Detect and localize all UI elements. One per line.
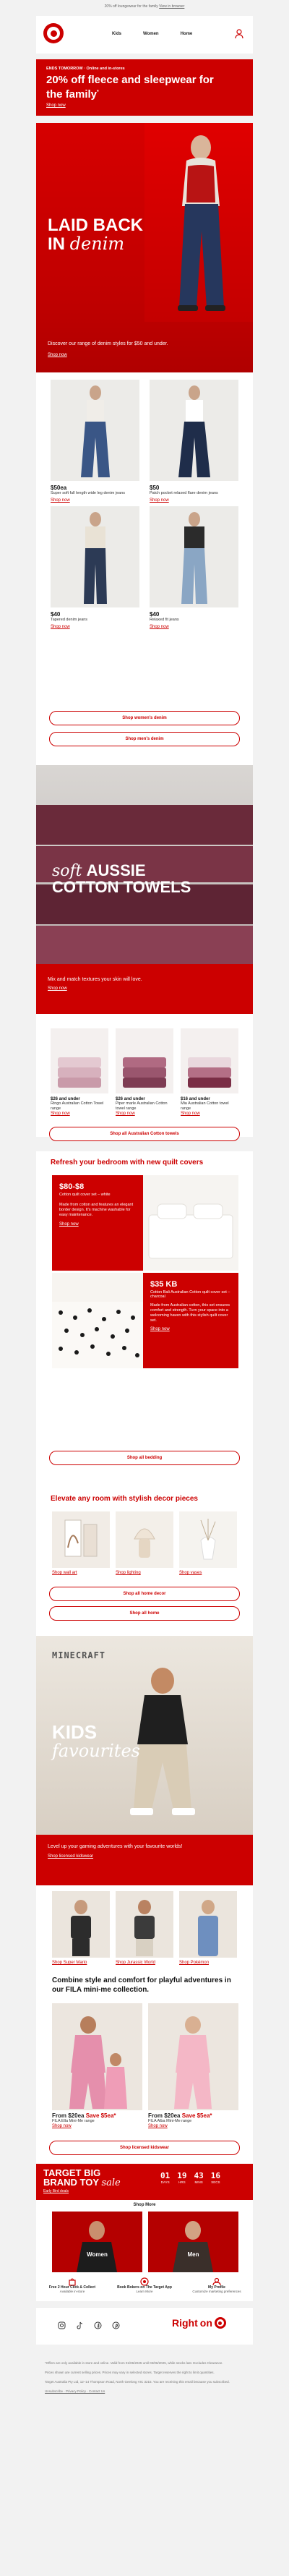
product-photo[interactable] — [51, 506, 139, 607]
nav-item-home[interactable]: Home — [180, 32, 193, 36]
fila-ella-photo[interactable] — [52, 2003, 142, 2110]
decor-title: Elevate any room with stylish decor pieces — [51, 1495, 198, 1503]
legal-line: *Offers are only available in store and online. Valid from 01/06/2025 until 03/06/2025, while stocks last. Excludes Clearance. — [45, 2361, 223, 2365]
service-sub: Customize marketing preferences — [192, 2290, 241, 2293]
services — [36, 2277, 253, 2301]
brand-tagline-1: Right — [172, 2317, 198, 2329]
countdown-secs: 16 — [210, 2171, 220, 2180]
profile-icon — [212, 2277, 221, 2285]
product-shop-now[interactable]: Shop now — [51, 625, 70, 629]
kids-headline: KIDS — [52, 1721, 98, 1743]
view-in-browser-link[interactable]: View in browser — [159, 4, 185, 9]
product-photo[interactable] — [150, 506, 238, 607]
shop-lighting-link[interactable]: Shop lighting — [116, 1571, 141, 1575]
denim-hero[interactable] — [36, 123, 253, 372]
shop-mens-denim-button[interactable]: Shop men's denim — [49, 732, 240, 746]
product-price: $50 — [150, 485, 160, 491]
shop-women-label: Women — [87, 2251, 108, 2258]
product-price: $26 and under — [116, 1097, 145, 1101]
shop-jurassic-world-link[interactable]: Shop Jurassic World — [116, 1961, 155, 1965]
product-shop-now[interactable]: Shop now — [150, 625, 169, 629]
service-label: Free 2 Hour Click & Collect — [48, 2285, 96, 2290]
fila-desc: FILA Ella Mini-Me range — [52, 2119, 95, 2123]
service-label: My Profile — [208, 2285, 225, 2290]
fila-alba-photo[interactable] — [148, 2003, 238, 2110]
towels-caption — [36, 964, 253, 1015]
fila-save: Save $5ea* — [181, 2112, 212, 2119]
shop-men-tile[interactable] — [148, 2212, 238, 2272]
toy-sale-banner[interactable] — [36, 2164, 253, 2200]
towels-headline-2: COTTON TOWELS — [52, 878, 191, 896]
hero-headline: 20% off fleece and sleepwear for the family — [46, 74, 214, 101]
vases-photo[interactable] — [179, 1511, 237, 1568]
tiktok-icon[interactable] — [76, 2320, 84, 2328]
facebook-icon[interactable] — [94, 2320, 102, 2328]
towels-headline-1: AUSSIE — [86, 861, 146, 879]
social-icons — [58, 2320, 120, 2328]
toy-sale-script: sale — [101, 2178, 121, 2188]
super-mario-photo[interactable] — [52, 1891, 110, 1958]
service-label: Book Bokers on The Target App — [117, 2285, 172, 2290]
product-shop-now[interactable]: Shop now — [150, 498, 169, 503]
quilt-offer-1-price: $80-$8 — [59, 1182, 85, 1191]
fila-shop-now[interactable]: Shop now — [52, 2124, 72, 2128]
minecraft-logo: MINECRAFT — [52, 1650, 106, 1660]
bag-icon — [68, 2277, 77, 2285]
preheader — [36, 4, 253, 9]
denim-subtext: Discover our range of denim styles for $50 and under. — [48, 341, 168, 346]
kids-hero[interactable] — [36, 1636, 253, 1885]
nav-item-women[interactable]: Women — [143, 32, 159, 36]
fila-shop-now[interactable]: Shop now — [148, 2124, 168, 2128]
target-bullseye-icon — [215, 2317, 226, 2329]
wall-art-photo[interactable] — [52, 1511, 110, 1568]
towels-subtext: Mix and match textures your skin will love. — [48, 977, 142, 982]
legal-line: Target Australia Pty Ltd, 12–14 Thompson Road, North Geelong VIC 3215. You are receiving this email because you subscribed. — [45, 2380, 230, 2384]
quilt-offer-2-sub: Cotton Bali Australian Cotton quilt cover set – charcoal — [150, 1290, 230, 1299]
quilt-offer-1-cta[interactable]: Shop now — [59, 1222, 79, 1227]
toy-sale-title-2: BRAND TOY — [43, 2177, 99, 2188]
product-shop-now[interactable]: Shop now — [51, 1112, 70, 1116]
towels-script: soft — [52, 862, 82, 880]
product-shop-now[interactable]: Shop now — [51, 498, 70, 503]
countdown-mins: 43 — [194, 2171, 204, 2180]
product-price: $26 and under — [51, 1097, 80, 1101]
fila-save: Save $5ea* — [85, 2112, 116, 2119]
pinterest-icon[interactable] — [112, 2320, 120, 2328]
fila-title: Combine style and comfort for playful adventures in our FILA mini-me collection. — [52, 1976, 231, 1994]
shop-licensed-kidswear-button[interactable]: Shop licensed kidswear — [49, 2141, 240, 2155]
denim-headline-1: LAID BACK — [48, 216, 143, 235]
fila-desc: FILA Alba Mini-Me range — [148, 2119, 192, 2123]
product-desc: Mia Australian Cotton towel range — [181, 1101, 229, 1111]
preheader-text: 20% off loungewear for the family — [104, 4, 158, 9]
instagram-icon[interactable] — [58, 2320, 66, 2328]
quilt-white-photo[interactable] — [143, 1175, 238, 1271]
towels-hero[interactable] — [36, 765, 253, 1015]
product-desc: Super soft full length wide leg denim jeans — [51, 491, 126, 495]
shop-super-mario-link[interactable]: Shop Super Mario — [52, 1961, 87, 1965]
kids-cta[interactable]: Shop licensed kidswear — [48, 1854, 94, 1859]
countdown-days: 01 — [160, 2171, 171, 2180]
shop-all-towels-button[interactable]: Shop all Australian Cotton towels — [49, 1127, 240, 1141]
denim-products — [36, 372, 253, 658]
product-desc: Piper marle Australian Cotton towel range — [116, 1101, 168, 1111]
user-icon[interactable] — [235, 29, 243, 39]
countdown — [160, 2171, 220, 2184]
hero-cta[interactable]: Shop now — [46, 103, 66, 108]
shop-women-tile[interactable] — [52, 2212, 142, 2272]
legal — [36, 2356, 253, 2398]
fila-price-from: From $20ea — [52, 2112, 85, 2119]
hero-eyebrow: ENDS TOMORROW · Online and in-stores — [46, 67, 125, 71]
service-sub: Learn More — [136, 2290, 153, 2293]
quilts-title: Refresh your bedroom with new quilt covers — [51, 1159, 204, 1167]
product-price: $40 — [51, 611, 61, 618]
countdown-hrs-unit: HRS — [178, 2180, 186, 2184]
shop-all-home-button[interactable]: Shop all home — [49, 1606, 240, 1621]
shop-wall-art-link[interactable]: Shop wall art — [52, 1571, 77, 1575]
quilt-offer-1[interactable] — [52, 1175, 143, 1271]
product-shop-now[interactable]: Shop now — [181, 1112, 200, 1116]
product-desc: Tapered denim jeans — [51, 618, 88, 622]
product-photo[interactable] — [51, 380, 139, 481]
shop-all-bedding-button[interactable]: Shop all bedding — [49, 1451, 240, 1465]
product-shop-now[interactable]: Shop now — [116, 1112, 135, 1116]
quilt-offer-1-sub: Cotton quilt cover set – white — [59, 1193, 111, 1197]
towel-products — [36, 1014, 253, 1137]
quilt-offer-2[interactable] — [143, 1273, 238, 1368]
quilt-offer-2-price: $35 KB — [150, 1280, 178, 1289]
quilt-offer-2-cta[interactable]: Shop now — [150, 1327, 170, 1331]
kids-subtext: Level up your gaming adventures with your favourite worlds! — [48, 1844, 183, 1849]
lighting-photo[interactable] — [116, 1511, 173, 1568]
hero-banner[interactable] — [36, 59, 253, 116]
target-logo-icon[interactable] — [43, 23, 64, 43]
shop-men-label: Men — [187, 2251, 199, 2258]
legal-line: Prices shown are current selling prices. Prices may vary in selected stores. Target reserves the right to limit quantities. — [45, 2371, 215, 2374]
shop-pokemon-link[interactable]: Shop Pokémon — [179, 1961, 210, 1965]
toy-sale-title-1: TARGET BIG — [43, 2167, 101, 2178]
product-price: $16 and under — [181, 1097, 210, 1101]
denim-headline-script: denim — [69, 234, 125, 254]
denim-headline-2: IN — [48, 234, 65, 254]
brand-tagline-2: on — [199, 2317, 212, 2329]
product-photo[interactable] — [51, 1028, 108, 1093]
towels-cta[interactable]: Shop now — [48, 986, 67, 991]
pokemon-photo[interactable] — [179, 1891, 237, 1958]
nav — [112, 32, 192, 36]
countdown-secs-unit: SECS — [211, 2180, 220, 2184]
fila-price-from: From $20ea — [148, 2112, 181, 2119]
shop-vases-link[interactable]: Shop vases — [179, 1571, 202, 1575]
countdown-hrs: 19 — [177, 2171, 187, 2180]
kids-headline-script: favourites — [52, 1741, 140, 1761]
quilt-offer-1-desc: Made from cotton and features an elegant border design. It's machine washable for easy maintenance. — [59, 1203, 134, 1217]
brand-tagline — [172, 2317, 226, 2329]
product-price: $40 — [150, 611, 160, 618]
service-target-app[interactable] — [112, 2277, 177, 2301]
countdown-days-unit: DAYS — [160, 2180, 170, 2184]
shop-womens-denim-button[interactable]: Shop women's denim — [49, 711, 240, 725]
quilt-dots-photo[interactable] — [52, 1273, 143, 1368]
service-sub: Available in-store — [59, 2290, 85, 2293]
product-photo[interactable] — [150, 380, 238, 481]
legal-links[interactable]: Unsubscribe · Privacy Policy · Contact Us — [45, 2389, 105, 2393]
product-desc: Ringo Australian Cotton Towel range — [51, 1101, 104, 1111]
denim-hero-photo — [144, 123, 253, 322]
product-desc: Patch pocket relaxed flare denim jeans — [150, 491, 218, 495]
countdown-mins-unit: MINS — [194, 2180, 203, 2184]
service-my-profile[interactable] — [184, 2277, 249, 2301]
product-desc: Relaxed fit jeans — [150, 618, 179, 622]
toy-sale-link[interactable]: Early Bird deals — [43, 2189, 69, 2193]
service-click-collect[interactable] — [40, 2277, 105, 2301]
target-app-icon — [140, 2277, 149, 2285]
jurassic-world-photo[interactable] — [116, 1891, 173, 1958]
product-photo[interactable] — [116, 1028, 173, 1093]
shop-all-home-decor-button[interactable]: Shop all home decor — [49, 1587, 240, 1601]
denim-cta[interactable]: Shop now — [48, 353, 67, 357]
product-photo[interactable] — [181, 1028, 238, 1093]
quilt-offer-2-desc: Made from Australian cotton, this set ensures comfort and strength. Turn your space into a welcoming haven with this stylish quilt cover set. — [150, 1303, 230, 1323]
product-price: $50ea — [51, 485, 67, 491]
nav-item-kids[interactable]: Kids — [112, 32, 122, 36]
hero-superscript: * — [97, 90, 99, 95]
header — [36, 16, 253, 54]
shop-more-title: Shop More — [133, 2203, 156, 2207]
